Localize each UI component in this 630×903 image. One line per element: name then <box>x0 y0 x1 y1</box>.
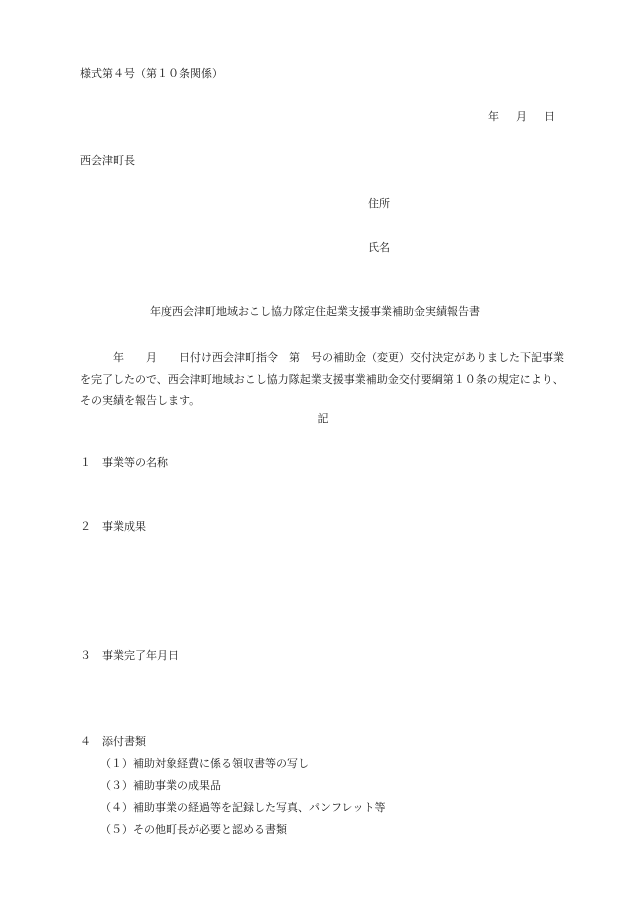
document-title: 年度西会津町地域おこし協力隊定住起業支援事業補助金実績報告書 <box>150 305 480 318</box>
attachment-item: （５）その他町長が必要と認める書類 <box>100 823 287 836</box>
body-line-1: 年 月 日付け西会津町指令 第 号の補助金（変更）交付決定がありました下記事業 <box>80 351 564 364</box>
attachment-item: （１）補助対象経費に係る領収書等の写し <box>100 757 309 770</box>
form-number: 様式第４号（第１０条関係） <box>80 67 223 80</box>
section-label: 添付書類 <box>102 735 146 748</box>
section-4 <box>80 734 146 750</box>
body-line-3: その実績を報告します。 <box>80 394 201 407</box>
section-number: １ <box>80 456 91 469</box>
section-3 <box>80 648 179 664</box>
date-line <box>488 109 555 125</box>
section-number: ４ <box>80 735 91 748</box>
attachment-item: （４）補助事業の経過等を記録した写真、パンフレット等 <box>100 801 386 814</box>
section-label: 事業等の名称 <box>102 456 168 469</box>
date-month: 月 <box>516 110 527 123</box>
address-label: 住所 <box>368 197 390 210</box>
ki-heading: 記 <box>317 412 329 425</box>
body-paragraph <box>80 347 580 412</box>
section-2 <box>80 519 146 535</box>
section-number: ３ <box>80 649 91 662</box>
section-label: 事業完了年月日 <box>102 649 179 662</box>
recipient: 西会津町長 <box>80 154 135 167</box>
section-number: ２ <box>80 520 91 533</box>
date-year: 年 <box>488 110 499 123</box>
body-line-2: を完了したので、西会津町地域おこし協力隊起業支援事業補助金交付要綱第１０条の規定により、 <box>80 372 564 386</box>
section-1 <box>80 455 168 471</box>
date-day: 日 <box>544 110 555 123</box>
section-label: 事業成果 <box>102 520 146 533</box>
name-label: 氏名 <box>368 241 390 254</box>
attachment-item: （３）補助事業の成果品 <box>100 779 221 792</box>
